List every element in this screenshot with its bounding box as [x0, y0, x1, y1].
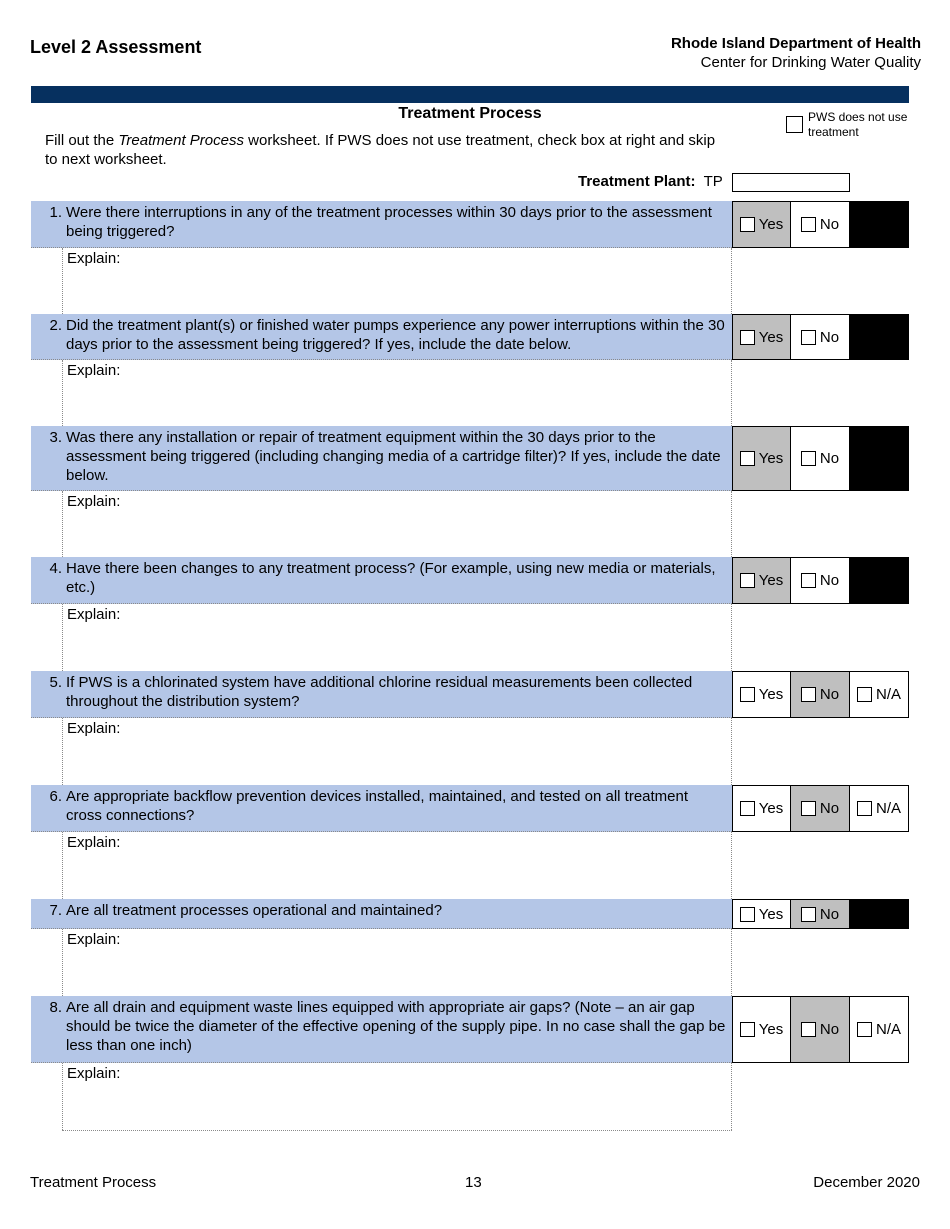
question-text: Were there interruptions in any of the treatment processes within 30 days prior to the assessment being triggered? [66, 204, 712, 240]
answer-yes-2[interactable] [733, 315, 791, 359]
answer-no-7[interactable] [791, 900, 850, 928]
checkbox-icon [801, 451, 816, 466]
checkbox-icon [740, 1022, 755, 1037]
no-label: No [819, 572, 840, 589]
intro-italic-worksheet: Treatment Process [118, 132, 244, 149]
explain-label: Explain: [67, 1065, 121, 1082]
question-text: Was there any installation or repair of treatment equipment within the 30 days prior to the assessment being triggered (including changing media of a cartridge filter)? If yes, include the date below. [66, 429, 721, 484]
org-header [671, 34, 921, 72]
answer-group-5 [732, 671, 909, 718]
explain-field-4[interactable] [62, 604, 732, 671]
explain-label: Explain: [67, 720, 121, 737]
question-text: If PWS is a chlorinated system have additional chlorine residual measurements been collected throughout the distribution system? [66, 674, 693, 710]
question-text: Have there been changes to any treatment process? (For example, using new media or materials, etc.) [66, 560, 716, 596]
answer-group-6 [732, 785, 909, 832]
no-label: No [819, 216, 840, 233]
treatment-plant-label: Treatment Plant: [578, 173, 696, 190]
na-label: N/A [875, 686, 901, 703]
yes-label: Yes [758, 686, 784, 703]
section-title: Treatment Process [398, 105, 542, 122]
yes-label: Yes [758, 905, 784, 923]
answer-na-5[interactable] [850, 672, 908, 717]
answer-group-4 [732, 557, 909, 604]
checkbox-icon [801, 687, 816, 702]
no-label: No [819, 450, 840, 467]
intro-text-end: worksheet. If PWS does not use treatment, check box at right and skip to next worksheet. [45, 132, 716, 168]
question-text: Are all drain and equipment waste lines equipped with appropriate air gaps? (Note – an air gap should be twice the diameter of the effective opening of the supply pipe. In no case shall the gap be less than one inch) [66, 999, 726, 1054]
section-instructions [45, 131, 725, 169]
answer-no-5[interactable] [791, 672, 850, 717]
checkbox-icon [801, 573, 816, 588]
checkbox-icon [857, 801, 872, 816]
yes-label: Yes [758, 800, 784, 817]
pws-no-treatment-label: PWS does not use treatment [808, 110, 908, 139]
checkbox-icon [857, 1022, 872, 1037]
question-row-6 [31, 785, 732, 832]
answer-group-8 [732, 996, 909, 1063]
document-title: Level 2 Assessment [30, 37, 202, 57]
footer-section-name: Treatment Process [30, 1174, 157, 1191]
na-label: N/A [875, 800, 901, 817]
answer-group-3 [732, 426, 909, 491]
explain-label: Explain: [67, 931, 121, 948]
answer-na-blocked-4 [850, 558, 908, 603]
explain-label: Explain: [67, 250, 121, 267]
treatment-plant-label-row [578, 173, 723, 190]
checkbox-icon [857, 687, 872, 702]
answer-group-1 [732, 201, 909, 248]
answer-na-blocked-1 [850, 202, 908, 247]
checkbox-icon [740, 687, 755, 702]
question-number: 4. [49, 560, 62, 577]
question-row-3 [31, 426, 732, 491]
answer-no-3[interactable] [791, 427, 850, 490]
checkbox-icon [740, 801, 755, 816]
answer-yes-7[interactable] [733, 900, 791, 928]
answer-yes-3[interactable] [733, 427, 791, 490]
checkbox-icon [801, 801, 816, 816]
answer-yes-8[interactable] [733, 997, 791, 1062]
checkbox-icon [801, 330, 816, 345]
treatment-plant-prefix: TP [703, 173, 723, 190]
question-number: 8. [49, 999, 62, 1016]
answer-yes-1[interactable] [733, 202, 791, 247]
answer-group-2 [732, 314, 909, 360]
question-number: 3. [49, 429, 62, 446]
explain-label: Explain: [67, 362, 121, 379]
question-row-5 [31, 671, 732, 718]
explain-bottom-border [62, 1130, 732, 1131]
checkbox-icon [740, 573, 755, 588]
org-name: Rhode Island Department of Health [670, 35, 921, 52]
question-number: 5. [49, 674, 62, 691]
explain-field-6[interactable] [62, 832, 732, 899]
answer-na-blocked-3 [850, 427, 908, 490]
explain-field-7[interactable] [62, 929, 732, 996]
question-number: 1. [49, 204, 62, 221]
yes-label: Yes [758, 216, 784, 233]
checkbox-icon [801, 1022, 816, 1037]
yes-label: Yes [758, 1021, 784, 1038]
answer-no-2[interactable] [791, 315, 850, 359]
checkbox-icon [740, 451, 755, 466]
yes-label: Yes [758, 328, 784, 346]
explain-label: Explain: [67, 493, 121, 510]
answer-na-8[interactable] [850, 997, 908, 1062]
question-row-1 [31, 201, 732, 248]
answer-no-6[interactable] [791, 786, 850, 831]
answer-na-blocked-7 [850, 900, 908, 928]
answer-yes-4[interactable] [733, 558, 791, 603]
checkbox-icon [740, 907, 755, 922]
question-number: 7. [49, 902, 62, 919]
explain-field-8[interactable] [62, 1063, 732, 1130]
no-label: No [819, 686, 840, 703]
question-text: Did the treatment plant(s) or finished water pumps experience any power interruptions within the 30 days prior to the assessment being triggered? If yes, include the date below. [66, 317, 725, 353]
yes-label: Yes [758, 450, 784, 467]
checkbox-icon [740, 330, 755, 345]
explain-field-5[interactable] [62, 718, 732, 785]
footer-page-number: 13 [465, 1174, 482, 1191]
answer-yes-6[interactable] [733, 786, 791, 831]
question-text: Are all treatment processes operational and maintained? [66, 902, 443, 919]
footer-date: December 2020 [813, 1174, 920, 1191]
pws-no-treatment-checkbox[interactable] [786, 116, 803, 133]
question-row-2 [31, 314, 732, 360]
org-subtitle: Center for Drinking Water Quality [700, 54, 921, 71]
explain-field-3[interactable] [62, 491, 732, 557]
explain-label: Explain: [67, 834, 121, 851]
checkbox-icon [740, 217, 755, 232]
question-number: 6. [49, 788, 62, 805]
treatment-plant-input[interactable] [732, 173, 850, 192]
yes-label: Yes [758, 572, 784, 589]
answer-na-6[interactable] [850, 786, 908, 831]
intro-text-start: Fill out the [45, 132, 119, 149]
question-number: 2. [49, 317, 62, 334]
header-divider-bar [31, 86, 909, 103]
no-label: No [819, 905, 840, 923]
answer-no-8[interactable] [791, 997, 850, 1062]
question-row-4 [31, 557, 732, 604]
answer-group-7 [732, 899, 909, 929]
no-label: No [819, 800, 840, 817]
question-row-8 [31, 996, 732, 1063]
checkbox-icon [801, 907, 816, 922]
na-label: N/A [875, 1021, 901, 1038]
checkbox-icon [801, 217, 816, 232]
answer-no-4[interactable] [791, 558, 850, 603]
answer-na-blocked-2 [850, 315, 908, 359]
explain-label: Explain: [67, 606, 121, 623]
answer-yes-5[interactable] [733, 672, 791, 717]
question-row-7 [31, 899, 732, 929]
no-label: No [819, 328, 840, 346]
answer-no-1[interactable] [791, 202, 850, 247]
question-text: Are appropriate backflow prevention devices installed, maintained, and tested on all treatment cross connections? [66, 788, 689, 824]
no-label: No [819, 1021, 840, 1038]
explain-field-1[interactable] [62, 248, 732, 314]
explain-field-2[interactable] [62, 360, 732, 426]
